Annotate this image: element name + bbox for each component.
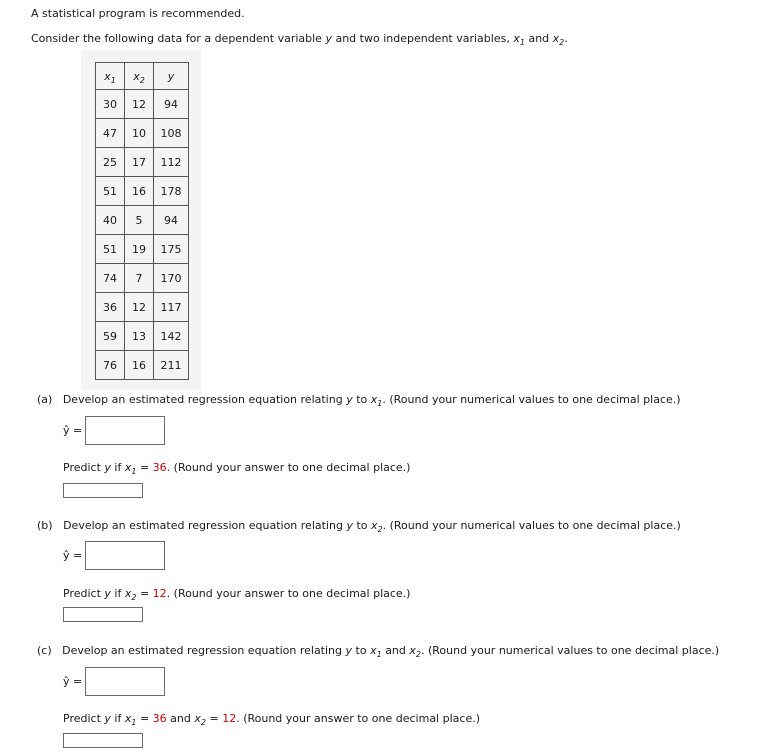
cell-y: 178 [154, 177, 189, 206]
cell-y: 211 [154, 351, 189, 380]
cell-x1: 25 [96, 148, 125, 177]
part-c-predict-text: Predict y if $x_1 = 36$ and $x_2 = 12$. (Round your answer to one decimal place.) [63, 712, 480, 727]
part-c-question: (c) Develop an estimated regression equation relating y to $x_1$ and $x_2$. (Round your numerical values to one decimal place.) [37, 644, 720, 659]
cell-y: 94 [154, 90, 189, 119]
cell-y: 112 [154, 148, 189, 177]
cell-x2: 16 [125, 177, 154, 206]
part-b-predict-text: Predict y if $x_2 = 12$. (Round your answer to one decimal place.) [63, 587, 411, 602]
part-a-question: (a) Develop an estimated regression equation relating y to $x_1$. (Round your numerical values to one decimal place.) [37, 393, 681, 408]
cell-x2: 5 [125, 206, 154, 235]
cell-y: 117 [154, 293, 189, 322]
part-c-x2-value: 12 [222, 712, 237, 725]
table-row [96, 322, 189, 351]
cell-x2: 19 [125, 235, 154, 264]
part-c-prediction-input[interactable] [63, 733, 143, 748]
part-a-equation-input[interactable] [85, 416, 165, 445]
part-b-question: (b) Develop an estimated regression equation relating y to $x_2$. (Round your numerical values to one decimal place.) [37, 519, 681, 534]
part-b-x2-value: 12 [152, 587, 167, 600]
cell-y: 142 [154, 322, 189, 351]
cell-x1: 47 [96, 119, 125, 148]
part-a-predict-text: Predict y if $x_1 = 36$. (Round your answer to one decimal place.) [63, 461, 411, 476]
part-a-x1-value: 36 [152, 461, 167, 474]
table-row [96, 264, 189, 293]
table-row [96, 119, 189, 148]
table-row [96, 293, 189, 322]
header-x1: $x_1$ [96, 63, 125, 90]
part-c-equation-input[interactable] [85, 667, 165, 696]
data-table [95, 62, 189, 380]
table-row [96, 177, 189, 206]
cell-y: 175 [154, 235, 189, 264]
cell-x1: 76 [96, 351, 125, 380]
cell-x1: 36 [96, 293, 125, 322]
problem-prompt: Consider the following data for a dependent variable y and two independent variables, $x_1$ and $x_2$. [31, 32, 568, 47]
header-x2: $x_2$ [125, 63, 154, 90]
cell-y: 108 [154, 119, 189, 148]
cell-x2: 16 [125, 351, 154, 380]
part-b-yhat-label: ŷ = [63, 549, 83, 562]
part-b-prediction-input[interactable] [63, 607, 143, 622]
table-row [96, 90, 189, 119]
table-row [96, 351, 189, 380]
cell-x1: 51 [96, 177, 125, 206]
table-row [96, 148, 189, 177]
part-c-yhat-label: ŷ = [63, 675, 83, 688]
intro-text: A statistical program is recommended. [31, 7, 245, 20]
part-a-yhat-label: ŷ = [63, 424, 83, 437]
cell-x1: 40 [96, 206, 125, 235]
cell-x1: 59 [96, 322, 125, 351]
cell-y: 170 [154, 264, 189, 293]
table-row [96, 206, 189, 235]
table-row [96, 235, 189, 264]
table-header-row [96, 63, 189, 90]
cell-x2: 12 [125, 293, 154, 322]
cell-x1: 30 [96, 90, 125, 119]
cell-x1: 51 [96, 235, 125, 264]
header-y: y [154, 63, 189, 90]
cell-y: 94 [154, 206, 189, 235]
cell-x2: 12 [125, 90, 154, 119]
cell-x2: 10 [125, 119, 154, 148]
cell-x2: 17 [125, 148, 154, 177]
part-a-prediction-input[interactable] [63, 483, 143, 498]
part-c-x1-value: 36 [152, 712, 167, 725]
part-b-equation-input[interactable] [85, 541, 165, 570]
cell-x2: 13 [125, 322, 154, 351]
cell-x2: 7 [125, 264, 154, 293]
cell-x1: 74 [96, 264, 125, 293]
